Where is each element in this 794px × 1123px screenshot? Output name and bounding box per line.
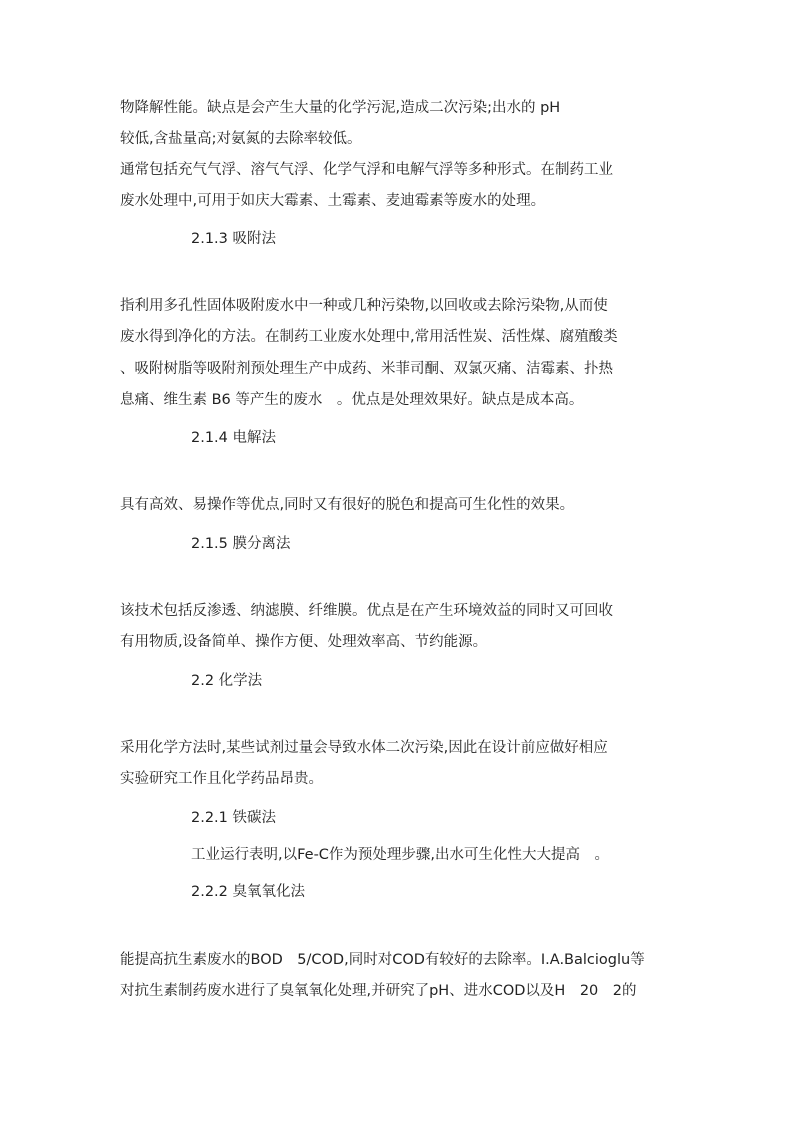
section-heading: 2.1.3 吸附法 [191,231,277,247]
paragraph-line: 对抗生素制药废水进行了臭氧氧化处理,并研究了pH、进水COD以及H 20 2的 [120,983,637,999]
paragraph-line: 采用化学方法时,某些试剂过量会导致水体二次污染,因此在设计前应做好相应 [120,740,608,756]
paragraph-line: 通常包括充气气浮、溶气气浮、化学气浮和电解气浮等多种形式。在制药工业 [120,162,613,178]
paragraph-line: 工业运行表明,以Fe-C作为预处理步骤,出水可生化性大大提高 。 [191,847,610,863]
section-heading: 2.2.1 铁碳法 [191,810,277,826]
section-heading: 2.2 化学法 [191,673,263,689]
paragraph-line: 该技术包括反渗透、纳滤膜、纤维膜。优点是在产生环境效益的同时又可回收 [120,603,613,619]
paragraph-line: 、吸附树脂等吸附剂预处理生产中成药、米菲司酮、双氯灭痛、洁霉素、扑热 [120,361,613,377]
paragraph-line: 指利用多孔性固体吸附废水中一种或几种污染物,以回收或去除污染物,从而使 [120,298,608,314]
paragraph-line: 息痛、维生素 B6 等产生的废水 。优点是处理效果好。缺点是成本高。 [120,392,584,408]
paragraph-line: 废水处理中,可用于如庆大霉素、土霉素、麦迪霉素等废水的处理。 [120,193,546,209]
paragraph-line: 能提高抗生素废水的BOD 5/COD,同时对COD有较好的去除率。I.A.Balcioglu等 [120,952,645,968]
paragraph-line: 具有高效、易操作等优点,同时又有很好的脱色和提高可生化性的效果。 [120,497,575,513]
paragraph-line: 实验研究工作且化学药品昂贵。 [120,771,323,787]
section-heading: 2.2.2 臭氧氧化法 [191,884,306,900]
paragraph-line: 废水得到净化的方法。在制药工业废水处理中,常用活性炭、活性煤、腐殖酸类 [120,329,618,345]
section-heading: 2.1.4 电解法 [191,430,277,446]
paragraph-line: 较低,含盐量高;对氨氮的去除率较低。 [120,131,362,147]
section-heading: 2.1.5 膜分离法 [191,536,291,552]
paragraph-line: 物降解性能。缺点是会产生大量的化学污泥,造成二次污染;出水的 pH [120,100,561,116]
paragraph-line: 有用物质,设备简单、操作方便、处理效率高、节约能源。 [120,634,488,650]
